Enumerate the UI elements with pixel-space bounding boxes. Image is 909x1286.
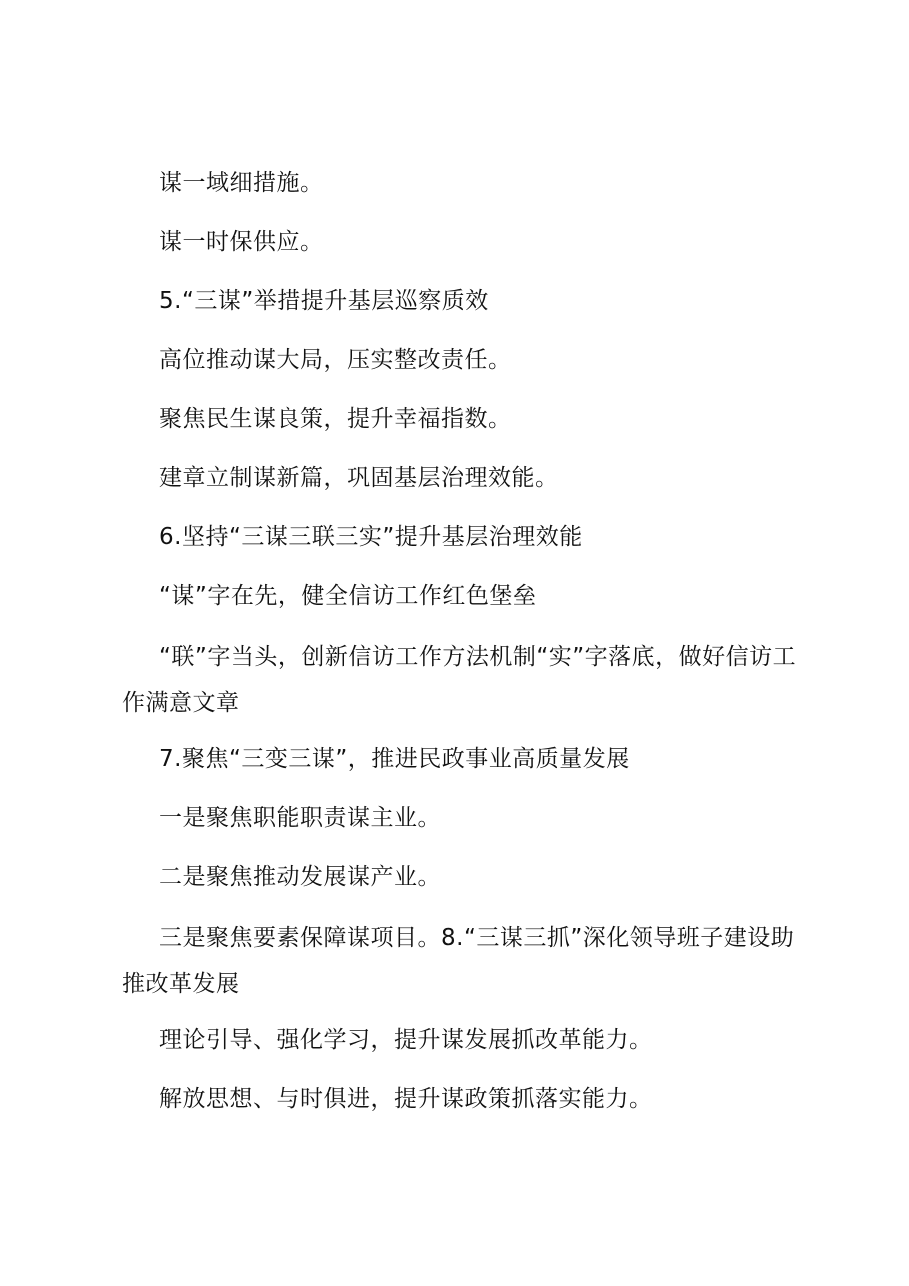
paragraph-8: “谋”字在先，健全信访工作红色堡垒 [159, 583, 537, 609]
paragraph-12: 二是聚焦推动发展谋产业。 [159, 864, 441, 890]
paragraph-5: 聚焦民生谋良策，提升幸福指数。 [159, 406, 512, 432]
paragraph-2: 谋一时保供应。 [159, 229, 324, 255]
paragraph-11: 一是聚焦职能职责谋主业。 [159, 805, 441, 831]
paragraph-6: 建章立制谋新篇，巩固基层治理效能。 [159, 465, 559, 491]
paragraph-13: 三是聚焦要素保障谋项目。8.“三谋三抓”深化领导班子建设助推改革发展 [122, 925, 795, 997]
section-heading-6: 6.坚持“三谋三联三实”提升基层治理效能 [159, 524, 583, 550]
paragraph-9: “联”字当头，创新信访工作方法机制“实”字落底，做好信访工作满意文章 [122, 644, 797, 716]
paragraph-14: 理论引导、强化学习，提升谋发展抓改革能力。 [159, 1027, 653, 1053]
section-heading-5: 5.“三谋”举措提升基层巡察质效 [159, 288, 489, 314]
section-heading-7: 7.聚焦“三变三谋”，推进民政事业高质量发展 [159, 746, 630, 772]
document-body [122, 162, 802, 1137]
paragraph-4: 高位推动谋大局，压实整改责任。 [159, 347, 512, 373]
paragraph-15: 解放思想、与时俱进，提升谋政策抓落实能力。 [159, 1086, 653, 1112]
paragraph-1: 谋一域细措施。 [159, 170, 324, 196]
